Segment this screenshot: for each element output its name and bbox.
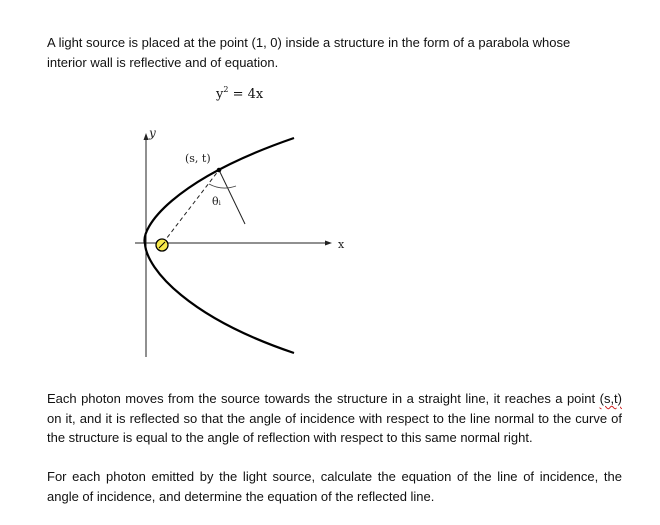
y-axis-arrowhead xyxy=(144,133,149,140)
equation-rest: = 4x xyxy=(228,87,264,102)
x-axis-label: x xyxy=(338,238,345,251)
y-axis-label: y xyxy=(149,126,156,140)
point-text: (s,t) xyxy=(599,391,622,406)
intro-line-2: interior wall is reflective and of equation. xyxy=(47,54,279,70)
point-label: (s, t) xyxy=(185,152,211,165)
angle-arc xyxy=(209,184,236,188)
reflection-point xyxy=(217,168,222,173)
intro-line-1: A light source is placed at the point (1, 0) inside a structure in the form of a parabola whose xyxy=(47,35,571,50)
angle-label: θᵢ xyxy=(212,195,221,208)
normal-line xyxy=(219,170,245,224)
question-paragraph xyxy=(47,467,622,506)
equation-base: y xyxy=(216,87,224,102)
x-axis-arrowhead xyxy=(325,241,332,246)
equation-exponent: 2 xyxy=(223,85,229,94)
description-paragraph xyxy=(47,389,622,448)
paragraph3-text: For each photon emitted by the light source, calculate the equation of the line of incidence, the angle of incidence, and determine the equation of the reflected line. xyxy=(47,469,622,504)
paragraph2-before: Each photon moves from the source towards the structure in a straight line, it reaches a point xyxy=(47,391,600,406)
paragraph2-after: on it, and it is reflected so that the angle of incidence with respect to the line normal to the curve of the structure is equal to the angle of reflection with respect to this same normal right. xyxy=(47,410,622,445)
incident-ray xyxy=(163,170,219,243)
